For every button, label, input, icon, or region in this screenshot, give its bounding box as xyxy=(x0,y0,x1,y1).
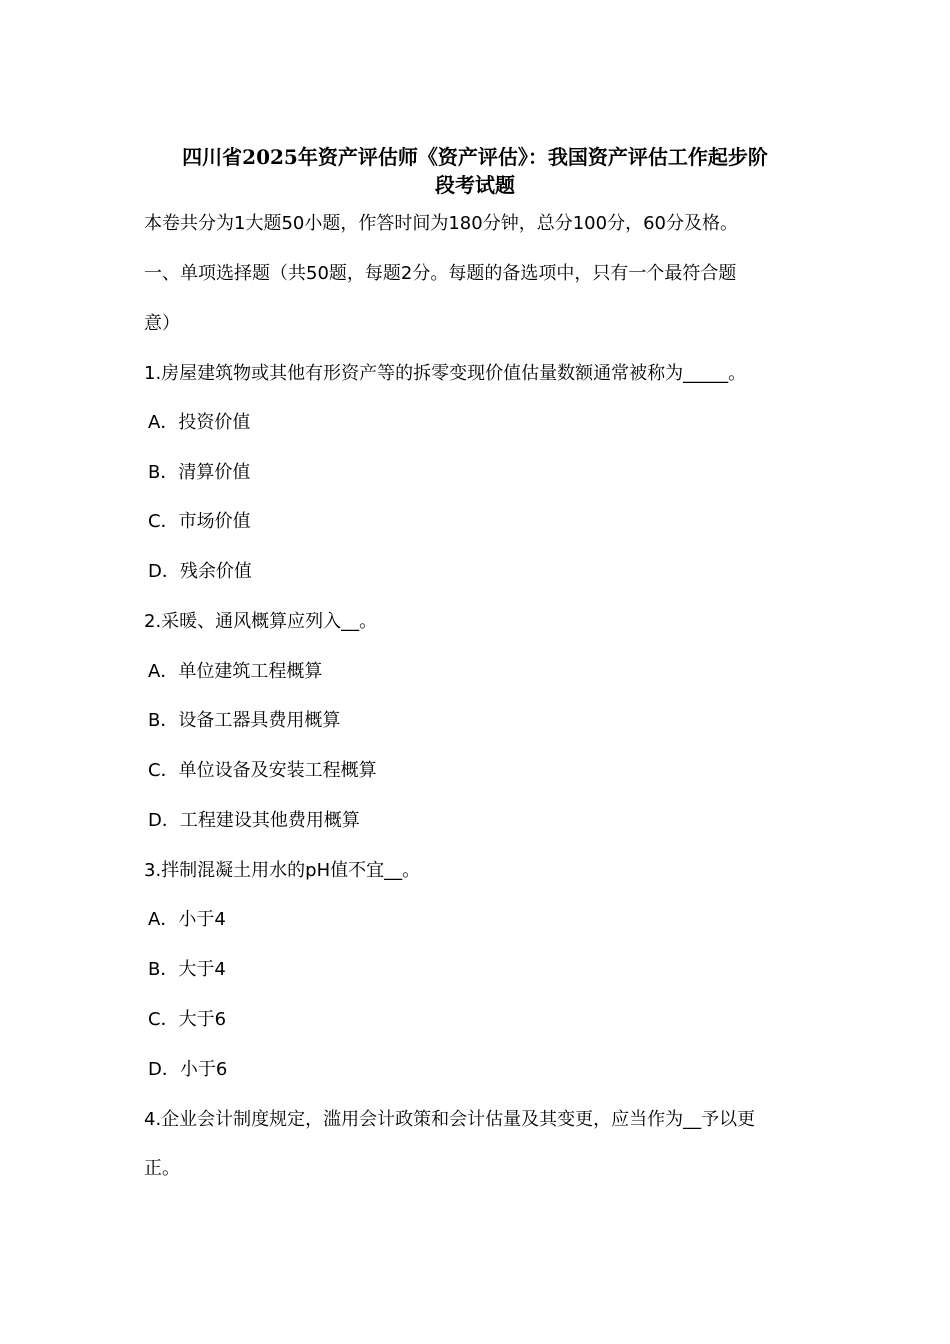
question-2-option-d: D．工程建设其他费用概算 xyxy=(148,810,360,831)
question-1-option-c: C．市场价值 xyxy=(148,511,251,532)
exam-intro: 本卷共分为1大题50小题，作答时间为180分钟，总分100分，60分及格。 xyxy=(144,213,738,234)
document-title-line-2: 段考试题 xyxy=(435,173,515,197)
question-4-stem-line-2: 正。 xyxy=(144,1158,180,1179)
question-3-option-b: B．大于4 xyxy=(148,959,226,980)
question-2-option-a: A．单位建筑工程概算 xyxy=(148,661,323,682)
question-2-stem: 2.采暖、通风概算应列入__。 xyxy=(144,611,378,632)
question-4-stem-line-1: 4.企业会计制度规定，滥用会计政策和会计估量及其变更，应当作为__予以更 xyxy=(144,1109,756,1130)
question-3-option-a: A．小于4 xyxy=(148,909,226,930)
document-title-line-1: 四川省2025年资产评估师《资产评估》：我国资产评估工作起步阶 xyxy=(182,145,768,169)
question-3-option-c: C．大于6 xyxy=(148,1009,227,1030)
question-1-option-b: B．清算价值 xyxy=(148,462,251,483)
question-3-stem: 3.拌制混凝土用水的pH值不宜__。 xyxy=(144,860,421,881)
question-3-option-d: D．小于6 xyxy=(148,1059,228,1080)
question-1-stem: 1.房屋建筑物或其他有形资产等的拆零变现价值估量数额通常被称为_____。 xyxy=(144,363,747,384)
section-heading-line-2: 意） xyxy=(144,313,180,334)
question-2-option-b: B．设备工器具费用概算 xyxy=(148,710,341,731)
section-heading-line-1: 一、单项选择题（共50题，每题2分。每题的备选项中，只有一个最符合题 xyxy=(144,263,737,284)
question-1-option-d: D．残余价值 xyxy=(148,561,252,582)
question-2-option-c: C．单位设备及安装工程概算 xyxy=(148,760,377,781)
question-1-option-a: A．投资价值 xyxy=(148,412,251,433)
